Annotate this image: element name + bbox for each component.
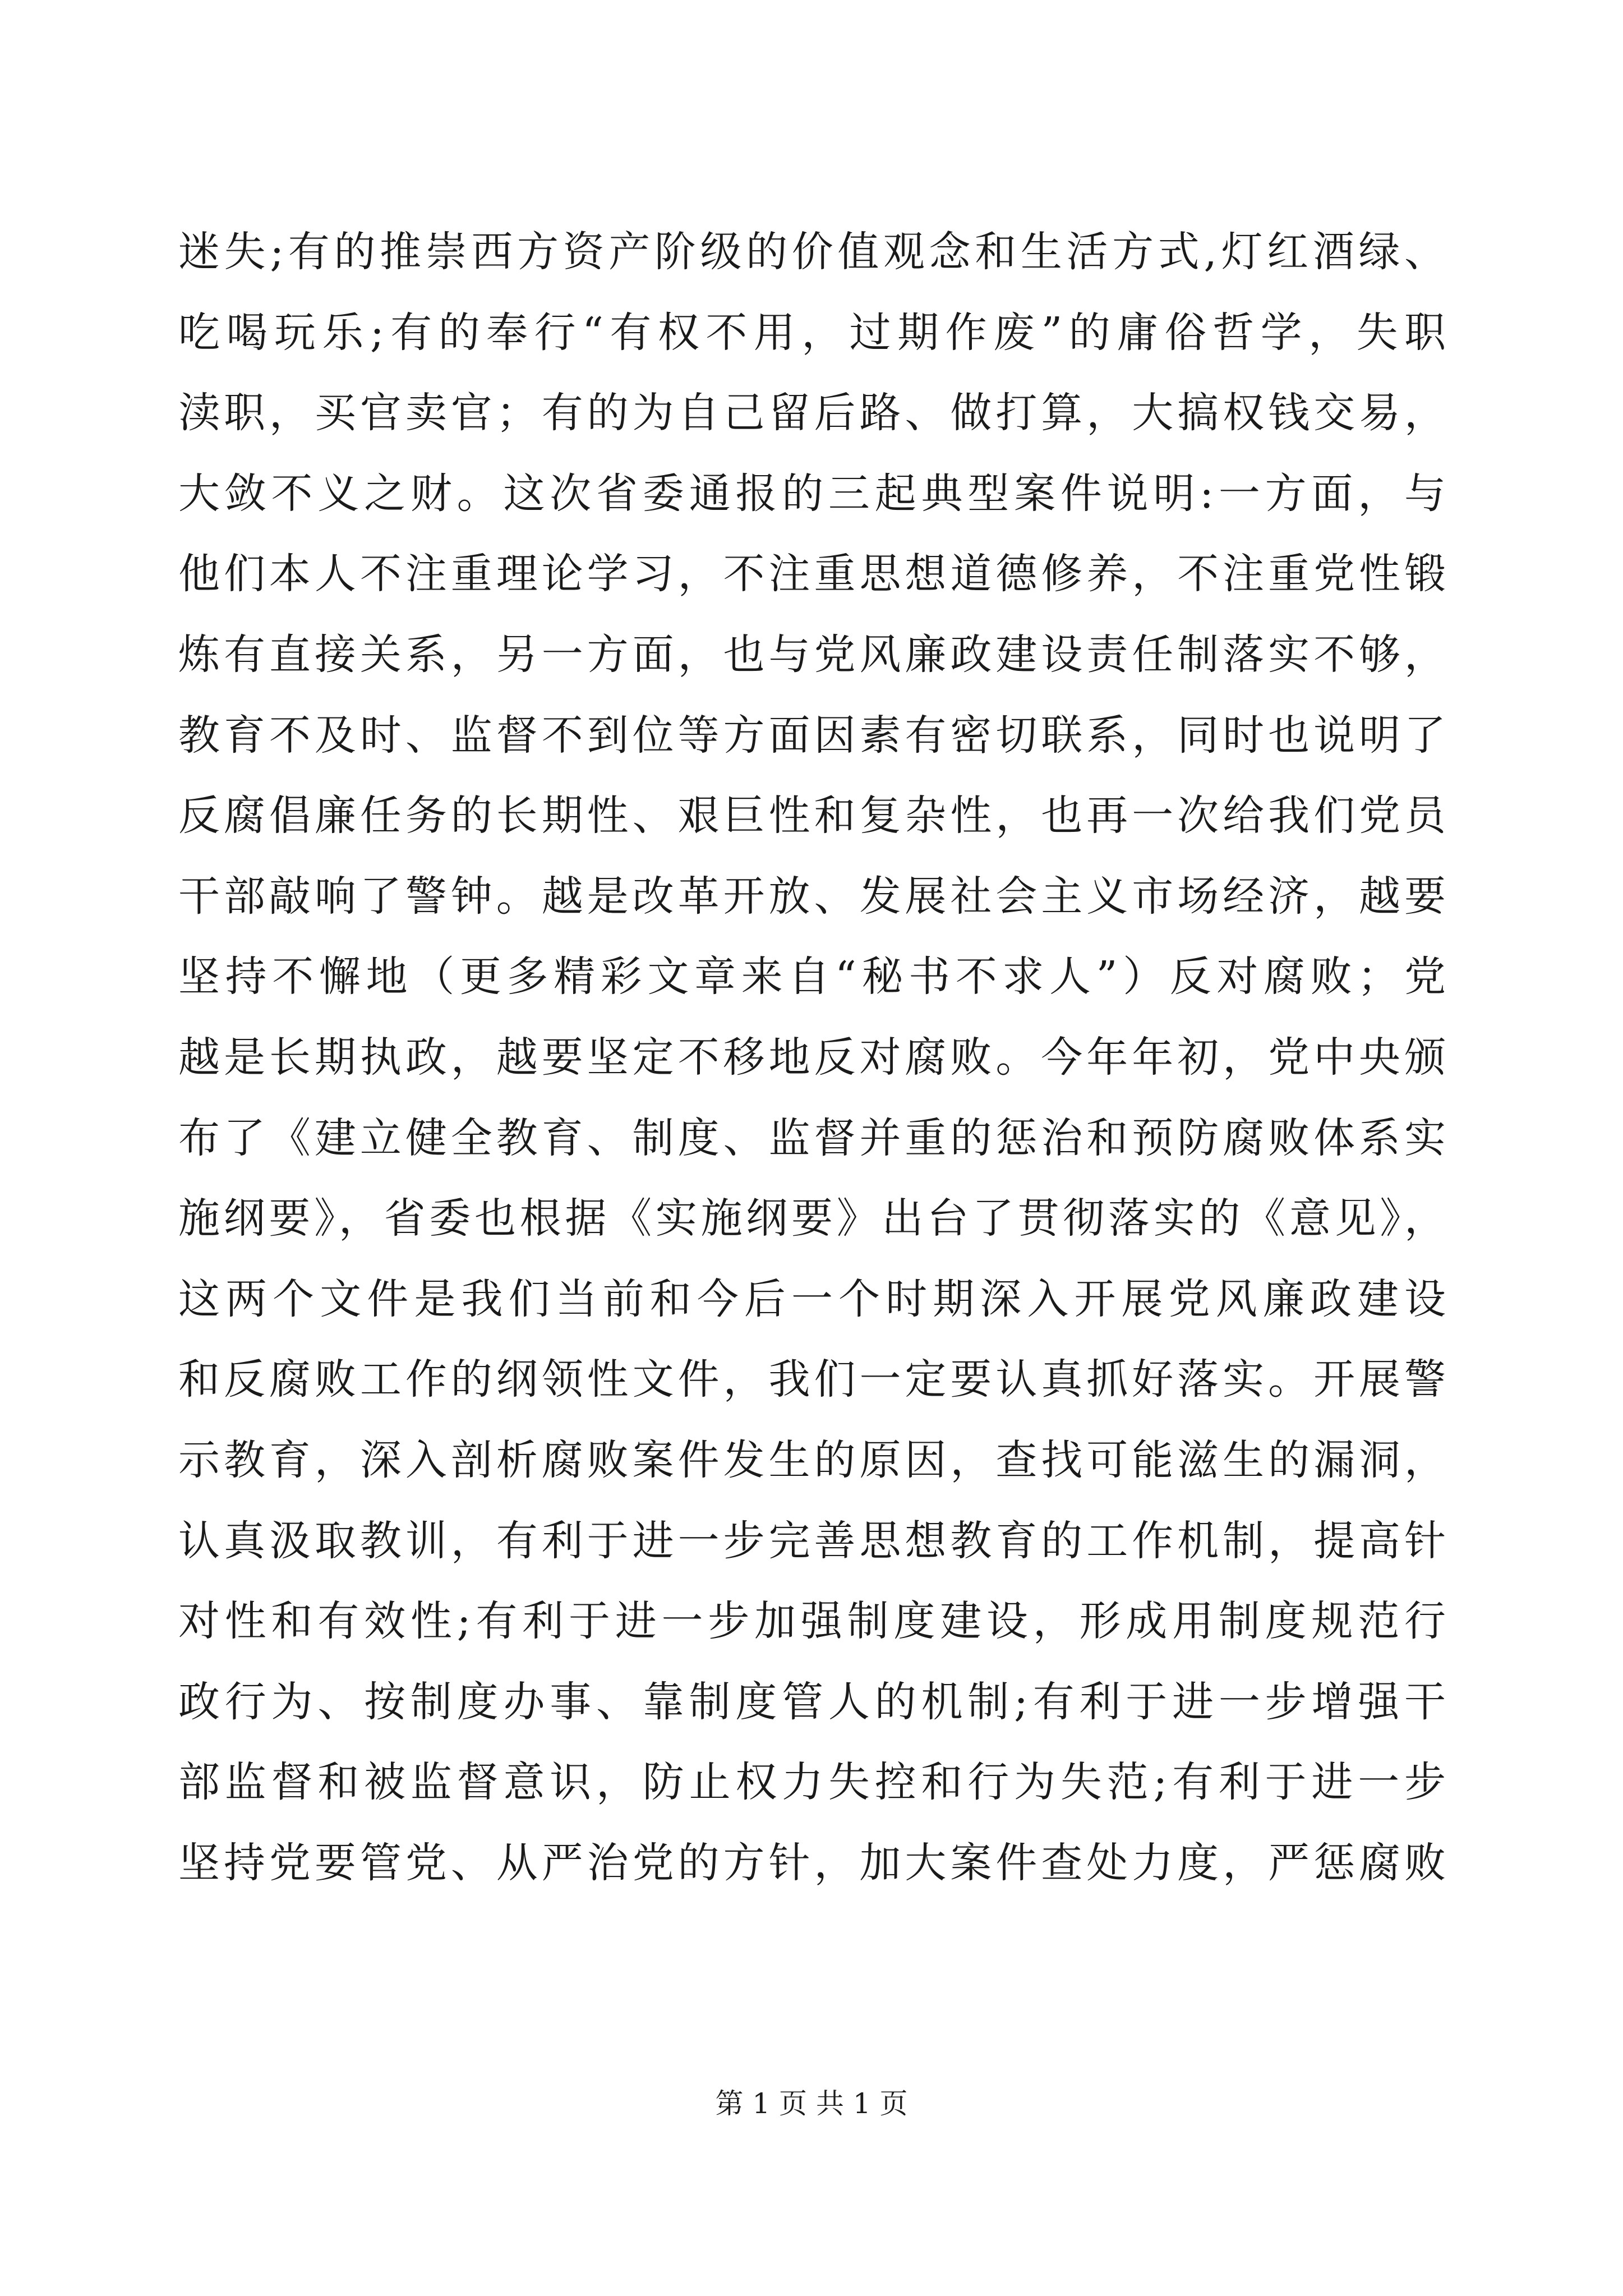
text-line: 教育不及时、监督不到位等方面因素有密切联系，同时也说明了 [178,711,1446,760]
text-line: 示教育，深入剖析腐败案件发生的原因，查找可能滋生的漏洞， [178,1435,1446,1484]
text-line: 他们本人不注重理论学习，不注重思想道德修养，不注重党性锻 [178,550,1446,599]
page-number-label: 第 1 页 共 1 页 [715,2087,908,2120]
text-line: 政行为、按制度办事、靠制度管人的机制;有利于进一步增强干 [178,1677,1446,1726]
text-line: 对性和有效性;有利于进一步加强制度建设，形成用制度规范行 [178,1597,1446,1646]
text-line: 炼有直接关系，另一方面，也与党风廉政建设责任制落实不够， [178,630,1446,679]
text-line: 反腐倡廉任务的长期性、艰巨性和复杂性，也再一次给我们党员 [178,792,1446,840]
document-body [178,212,1446,1903]
text-line: 坚持党要管党、从严治党的方针，加大案件查处力度，严惩腐败 [178,1838,1446,1887]
text-line: 和反腐败工作的纲领性文件，我们一定要认真抓好落实。开展警 [178,1355,1446,1404]
text-line: 迷失;有的推崇西方资产阶级的价值观念和生活方式,灯红酒绿、 [178,228,1446,276]
text-line: 大敛不义之财。这次省委通报的三起典型案件说明:一方面，与 [178,469,1446,518]
text-line: 施纲要》，省委也根据《实施纲要》出台了贯彻落实的《意见》， [178,1194,1446,1243]
text-line: 这两个文件是我们当前和今后一个时期深入开展党风廉政建设 [178,1274,1446,1323]
text-line: 吃喝玩乐;有的奉行“有权不用，过期作废”的庸俗哲学，失职 [178,308,1446,357]
page-footer [0,2081,1623,2126]
text-line: 渎职，买官卖官；有的为自己留后路、做打算，大搞权钱交易， [178,389,1446,438]
text-line: 布了《建立健全教育、制度、监督并重的惩治和预防腐败体系实 [178,1114,1446,1162]
text-line: 认真汲取教训，有利于进一步完善思想教育的工作机制，提高针 [178,1516,1446,1565]
text-line: 干部敲响了警钟。越是改革开放、发展社会主义市场经济，越要 [178,872,1446,921]
text-line: 部监督和被监督意识，防止权力失控和行为失范;有利于进一步 [178,1758,1446,1807]
text-line: 越是长期执政，越要坚定不移地反对腐败。今年年初，党中央颁 [178,1033,1446,1082]
text-line: 坚持不懈地（更多精彩文章来自“秘书不求人”）反对腐败；党 [178,953,1446,1001]
